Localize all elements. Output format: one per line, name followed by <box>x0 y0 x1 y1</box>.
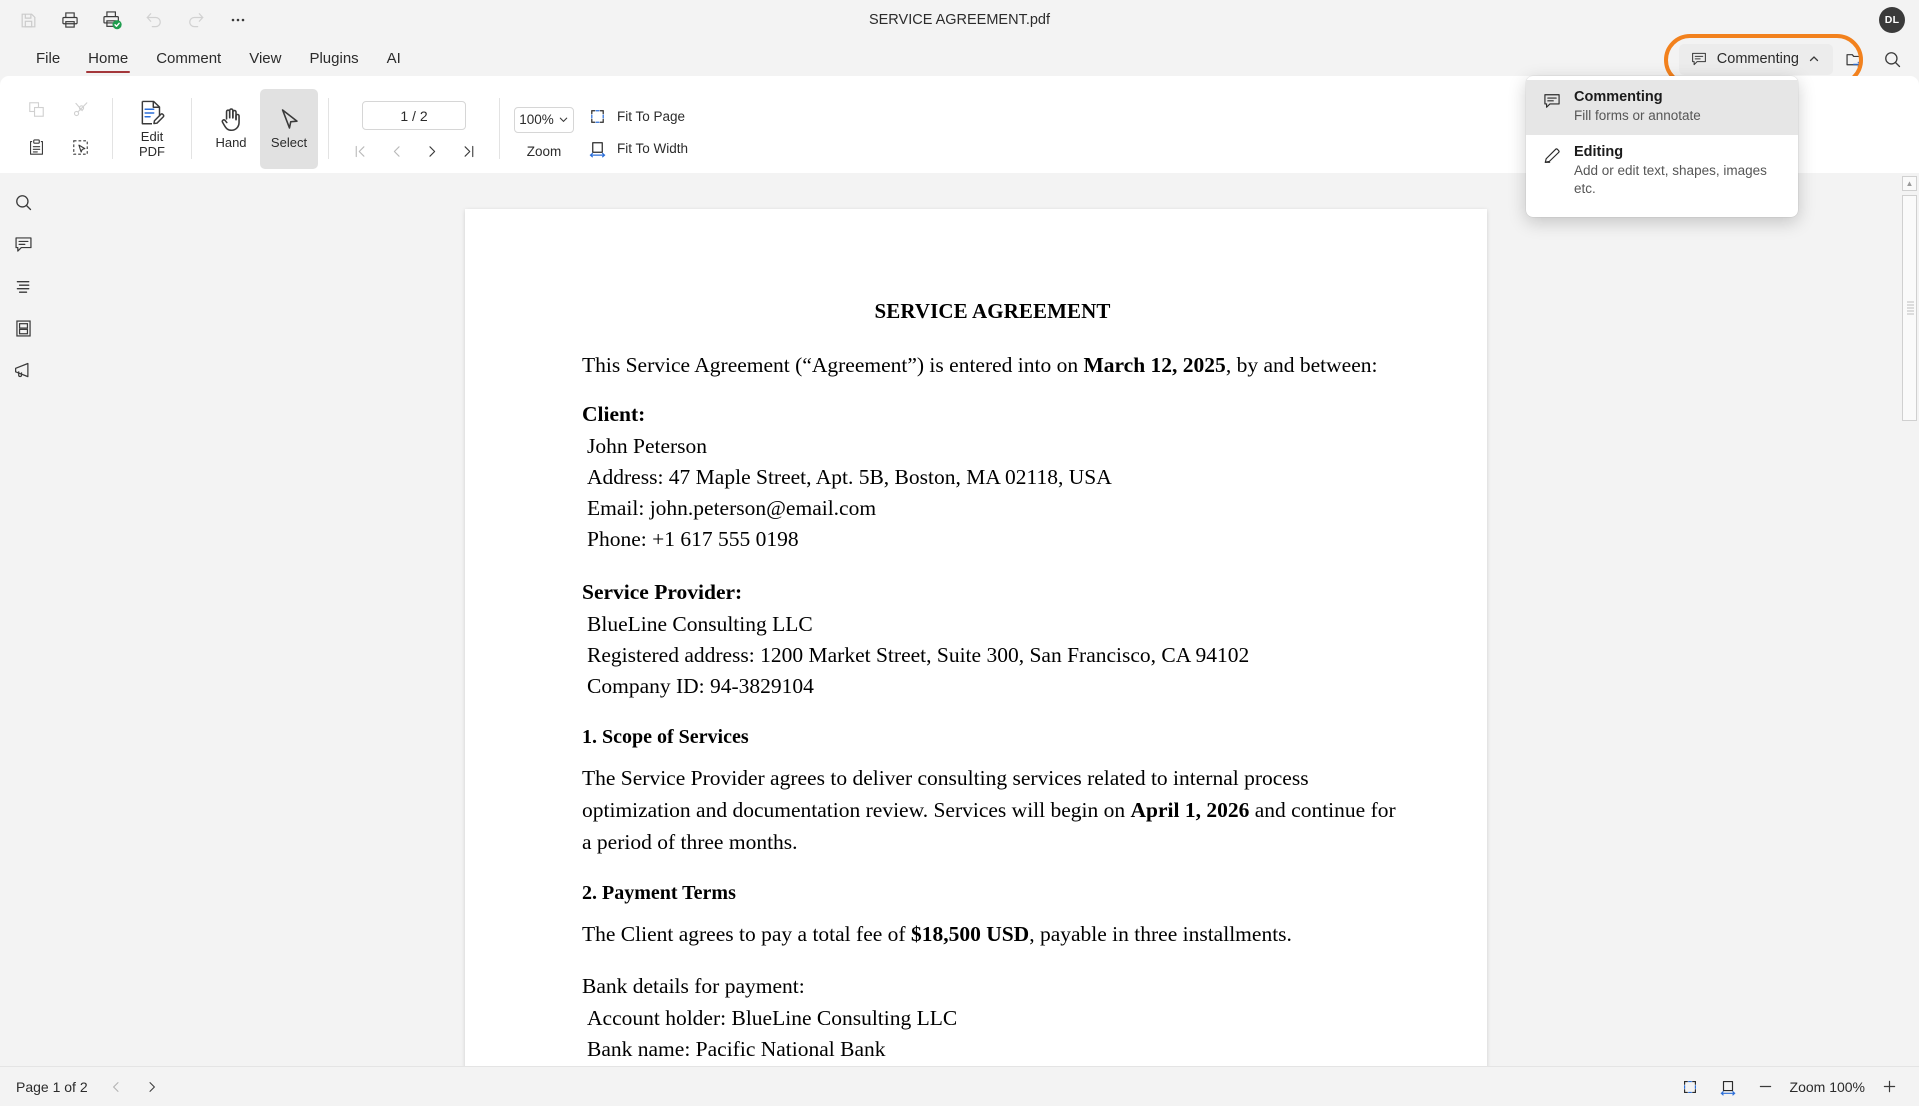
select-area-button[interactable] <box>58 129 102 167</box>
redo-button[interactable] <box>176 4 216 36</box>
zoom-level-value: 100% <box>519 112 554 127</box>
doc-section-2-post: , payable in three installments. <box>1029 922 1292 947</box>
prev-page-button[interactable] <box>381 138 411 164</box>
comment-icon <box>1690 50 1708 68</box>
status-zoom-label: Zoom 100% <box>1789 1078 1865 1095</box>
doc-provider-heading: Service Provider: <box>582 579 743 604</box>
doc-section-2-bold: $18,500 USD <box>910 922 1030 947</box>
fit-width-icon <box>588 139 607 158</box>
scroll-up-icon[interactable]: ▲ <box>1902 176 1917 191</box>
doc-client-line: Phone: +1 617 555 0198 <box>587 527 799 552</box>
sidebar-item-announcements[interactable] <box>6 353 40 387</box>
chevron-down-icon <box>558 114 569 125</box>
dropdown-option-editing[interactable] <box>1526 135 1798 208</box>
quick-access-toolbar <box>0 4 258 36</box>
fit-page-icon <box>588 107 607 126</box>
undo-icon <box>144 10 164 30</box>
next-page-icon <box>424 143 441 160</box>
sidebar-item-search[interactable] <box>6 185 40 219</box>
select-area-icon <box>71 138 90 157</box>
commenting-mode-label: Commenting <box>1716 51 1799 67</box>
doc-intro-pre: This Service Agreement (“Agreement”) is entered into on <box>582 353 1084 377</box>
status-fit-to-page-button[interactable] <box>1676 1074 1704 1100</box>
doc-section-1-pre: The Service Provider agrees to deliver consulting services related to internal process optimization and documentation review. Services will begin on <box>582 766 1309 822</box>
doc-section-2-heading: 2. Payment Terms <box>582 882 736 905</box>
menu-file[interactable]: File <box>36 50 61 67</box>
menubar-right-group <box>1679 42 1909 76</box>
sidebar-item-outline[interactable] <box>6 269 40 303</box>
page-number-input[interactable]: 1 / 2 <box>362 101 466 130</box>
doc-section-2-pre: The Client agrees to pay a total fee of <box>582 922 911 947</box>
pdf-page-1[interactable] <box>465 209 1487 1066</box>
paste-button[interactable] <box>14 129 58 167</box>
open-folder-icon <box>1844 49 1865 70</box>
chevron-up-icon <box>1808 53 1820 65</box>
fit-group <box>578 84 698 181</box>
divider <box>112 98 113 159</box>
doc-provider-line: Registered address: 1200 Market Street, Suite 300, San Francisco, CA 94102 <box>587 642 1250 667</box>
divider <box>499 98 500 159</box>
doc-provider-line: Company ID: 94-3829104 <box>587 673 814 698</box>
menu-view[interactable]: View <box>249 50 282 67</box>
hand-tool-button[interactable] <box>202 89 260 169</box>
minus-icon <box>1757 1078 1774 1095</box>
dropdown-commenting-title: Commenting <box>1574 89 1663 105</box>
sidebar-item-comments[interactable] <box>6 227 40 261</box>
scrollbar-grip-icon <box>1907 302 1914 315</box>
status-next-page-button[interactable] <box>138 1074 166 1100</box>
doc-section-1-post: and continue for a period of three months. <box>582 797 1396 854</box>
menu-ai[interactable]: AI <box>386 50 401 67</box>
select-tool-button[interactable] <box>260 89 318 169</box>
doc-bank-heading: Bank details for payment: <box>582 974 805 999</box>
first-page-icon <box>352 143 369 160</box>
doc-client-block <box>582 402 1403 556</box>
pencil-icon <box>1542 144 1562 198</box>
last-page-button[interactable] <box>453 138 483 164</box>
status-prev-page-button[interactable] <box>102 1074 130 1100</box>
dropdown-option-commenting[interactable] <box>1526 80 1798 135</box>
doc-bank-line: Bank name: Pacific National Bank <box>587 1037 886 1062</box>
zoom-out-button[interactable] <box>1752 1074 1780 1100</box>
vertical-scrollbar[interactable] <box>1900 173 1919 1066</box>
doc-provider-line: BlueLine Consulting LLC <box>587 611 813 636</box>
redo-icon <box>186 10 206 30</box>
print-icon <box>60 10 80 30</box>
fit-page-icon <box>1681 1078 1699 1096</box>
chevron-left-icon <box>108 1079 124 1095</box>
doc-heading: SERVICE AGREEMENT <box>874 299 1111 323</box>
menu-plugins[interactable]: Plugins <box>309 50 359 67</box>
dropdown-editing-title: Editing <box>1574 144 1624 161</box>
doc-bank-line: Account holder: BlueLine Consulting LLC <box>587 1006 958 1031</box>
menu-home[interactable]: Home <box>74 46 142 76</box>
undo-button[interactable] <box>134 4 174 36</box>
scrollbar-thumb[interactable] <box>1902 195 1917 421</box>
doc-intro-date: March 12, 2025 <box>1083 353 1226 377</box>
doc-section-1 <box>582 726 1403 858</box>
save-icon <box>19 11 38 30</box>
more-icon <box>228 10 248 30</box>
search-icon <box>1882 49 1903 70</box>
doc-provider-block <box>582 580 1403 703</box>
zoom-group <box>510 84 578 181</box>
commenting-mode-button[interactable] <box>1679 44 1833 75</box>
doc-intro-paragraph <box>582 350 1403 382</box>
chevron-right-icon <box>144 1079 160 1095</box>
last-page-icon <box>460 143 477 160</box>
zoom-in-button[interactable] <box>1875 1074 1903 1100</box>
open-file-button[interactable] <box>1837 42 1871 76</box>
zoom-level-select[interactable] <box>514 107 574 133</box>
hand-tool-label: Hand <box>215 135 247 151</box>
fit-to-page-label: Fit To Page <box>617 109 686 124</box>
print-button[interactable] <box>50 4 90 36</box>
plus-icon <box>1881 1078 1898 1095</box>
document-title: SERVICE AGREEMENT.pdf <box>868 12 1051 28</box>
edit-pdf-label: Edit PDF <box>139 128 165 159</box>
edit-pdf-icon <box>137 98 167 128</box>
hand-icon <box>217 106 245 134</box>
avatar[interactable]: DL <box>1879 7 1905 33</box>
clipboard-group <box>14 84 102 173</box>
status-page-indicator: Page 1 of 2 <box>16 1078 88 1095</box>
edit-pdf-button[interactable] <box>123 89 181 169</box>
doc-client-heading: Client: <box>582 401 646 426</box>
menu-comment[interactable]: Comment <box>156 50 222 67</box>
outline-icon <box>13 276 34 297</box>
copy-button[interactable] <box>14 91 58 129</box>
divider <box>191 98 192 159</box>
menu-bar <box>0 40 1919 76</box>
search-icon <box>13 192 34 213</box>
doc-client-line: Email: john.peterson@email.com <box>587 496 877 521</box>
dropdown-commenting-subtitle: Fill forms or annotate <box>1574 108 1701 123</box>
sidebar-item-thumbnails[interactable] <box>6 311 40 345</box>
fit-to-page-button[interactable] <box>584 104 698 129</box>
status-fit-to-width-button[interactable] <box>1714 1074 1742 1100</box>
prev-page-icon <box>388 143 405 160</box>
megaphone-icon <box>13 360 34 381</box>
cut-icon <box>71 100 90 119</box>
doc-section-1-bold: April 1, 2026 <box>1130 797 1250 822</box>
doc-client-line: Address: 47 Maple Street, Apt. 5B, Boston, MA 02118, USA <box>587 464 1112 489</box>
copy-icon <box>27 100 46 119</box>
fit-to-width-label: Fit To Width <box>617 141 689 156</box>
print-check-icon <box>101 9 123 31</box>
search-button[interactable] <box>1875 42 1909 76</box>
zoom-group-label: Zoom <box>526 143 562 159</box>
doc-intro-post: , by and between: <box>1225 353 1378 377</box>
doc-section-2 <box>582 882 1403 1065</box>
save-button[interactable] <box>8 4 48 36</box>
fit-to-width-button[interactable] <box>584 136 698 161</box>
title-bar <box>0 0 1919 40</box>
fit-width-icon <box>1719 1078 1737 1096</box>
more-commands-button[interactable] <box>218 4 258 36</box>
doc-section-1-heading: 1. Scope of Services <box>582 726 749 749</box>
doc-section-1-body <box>582 763 1403 858</box>
cursor-icon <box>275 106 303 134</box>
paste-icon <box>27 138 46 157</box>
comment-icon <box>13 234 34 255</box>
next-page-button[interactable] <box>417 138 447 164</box>
cut-button[interactable] <box>58 91 102 129</box>
mode-dropdown-panel <box>1526 76 1798 217</box>
doc-client-line: John Peterson <box>587 433 708 458</box>
divider <box>328 98 329 159</box>
pdf-viewer[interactable] <box>46 173 1919 1066</box>
left-sidebar-rail <box>0 173 46 1066</box>
print-preflight-button[interactable] <box>92 4 132 36</box>
first-page-button[interactable] <box>345 138 375 164</box>
doc-section-2-body <box>582 919 1403 951</box>
status-bar <box>0 1066 1919 1106</box>
comment-icon <box>1542 89 1562 125</box>
select-tool-label: Select <box>270 135 308 151</box>
page-navigation-group <box>339 84 489 181</box>
dropdown-editing-subtitle: Add or edit text, shapes, images etc. <box>1574 163 1767 197</box>
thumbnails-icon <box>13 318 34 339</box>
